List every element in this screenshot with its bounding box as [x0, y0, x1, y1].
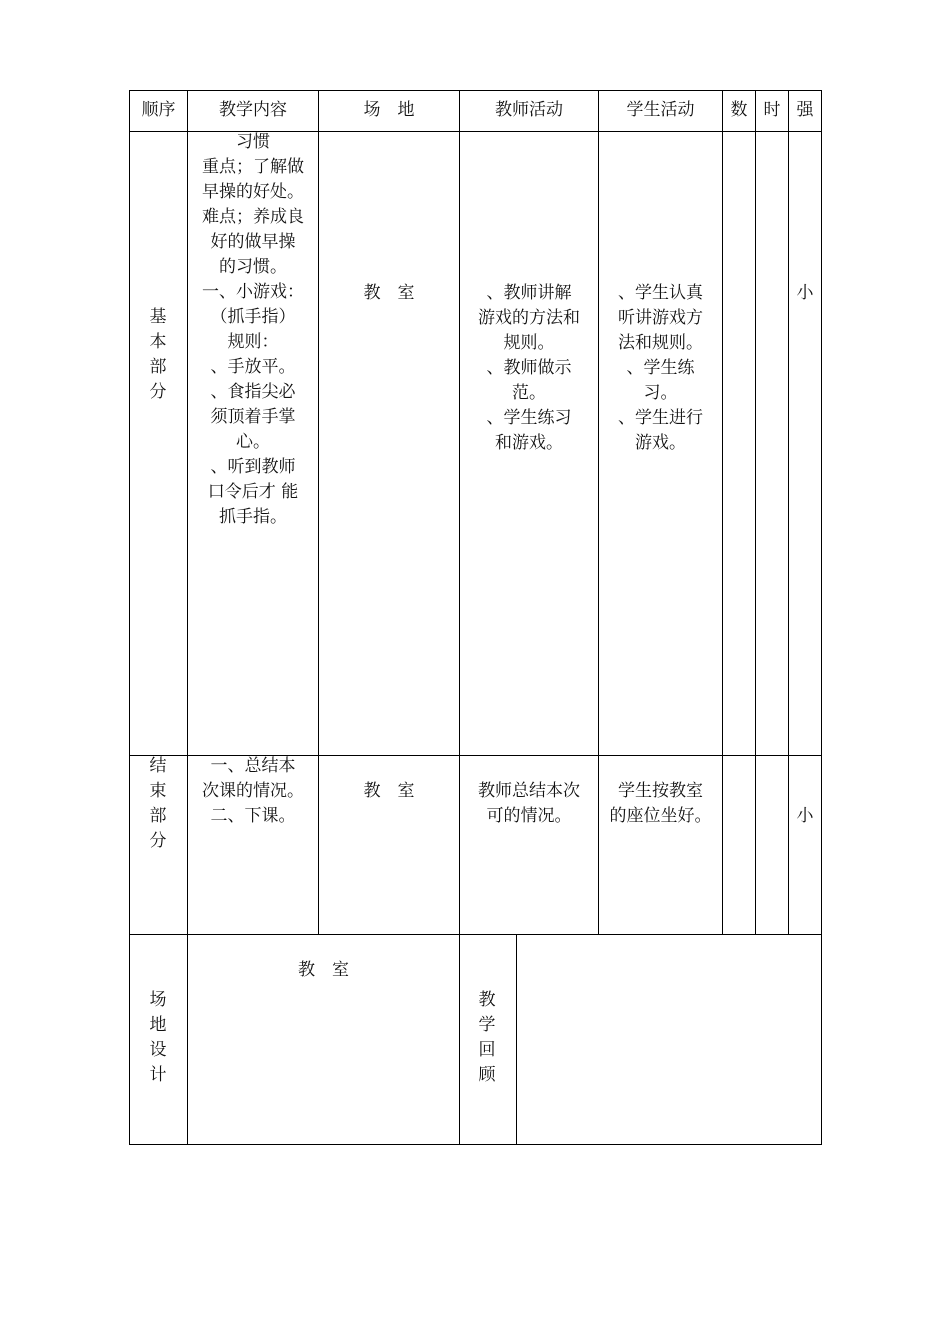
- col-divider-review: [516, 934, 517, 1145]
- basic-teacher: 、教师讲解 游戏的方法和 规则。 、教师做示 范。 、学生练习 和游戏。: [478, 283, 580, 453]
- col-divider-content: [318, 90, 319, 935]
- col-divider-count: [755, 90, 756, 935]
- table-left-border: [129, 90, 130, 1145]
- ending-teacher: 教师总结本次 可的情况。: [478, 781, 580, 826]
- basic-section-label: 基 本 部 分: [149, 307, 167, 402]
- ending-bottom-border: [129, 934, 822, 935]
- basic-venue: 教 室: [363, 283, 415, 303]
- table-right-border: [821, 90, 822, 1145]
- basic-student: 、学生认真 听讲游戏方 法和规则。 、学生练 习。 、学生进行 游戏。: [618, 283, 703, 453]
- venue-design-value: 教 室: [298, 960, 349, 980]
- header-order: 顺序: [141, 100, 176, 120]
- header-teacher: 教师活动: [495, 100, 563, 120]
- table-bottom-border: [129, 1144, 822, 1145]
- table-top-border: [129, 90, 822, 91]
- header-venue: 场 地: [363, 100, 415, 120]
- header-student: 学生活动: [626, 100, 695, 120]
- teaching-review-label: 教 学 回 顾: [478, 990, 496, 1085]
- ending-section-label: 结 束 部 分: [149, 756, 167, 851]
- header-count: 数: [730, 100, 748, 120]
- ending-intensity: 小: [796, 806, 814, 826]
- ending-content: 一、总结本 次课的情况。 二、下课。: [202, 756, 304, 826]
- col-divider-venue: [459, 90, 460, 1145]
- ending-venue: 教 室: [363, 781, 415, 801]
- header-content: 教学内容: [219, 100, 287, 120]
- col-divider-student: [722, 90, 723, 935]
- header-time: 时: [763, 100, 781, 120]
- basic-intensity: 小: [796, 283, 814, 303]
- header-intensity: 强: [796, 100, 814, 120]
- basic-content: 习惯 重点；了解做 早操的好处。 难点；养成良 好的做早操 的习惯。 一、小游戏： （抓手指） 规则： 、手放平。 、食指尖必 须顶着手掌 心。 、听到教师 口令后才 能 抓手指。: [202, 132, 304, 527]
- venue-design-label: 场 地 设 计: [149, 990, 167, 1085]
- ending-student: 学生按教室 的座位坐好。: [609, 781, 712, 826]
